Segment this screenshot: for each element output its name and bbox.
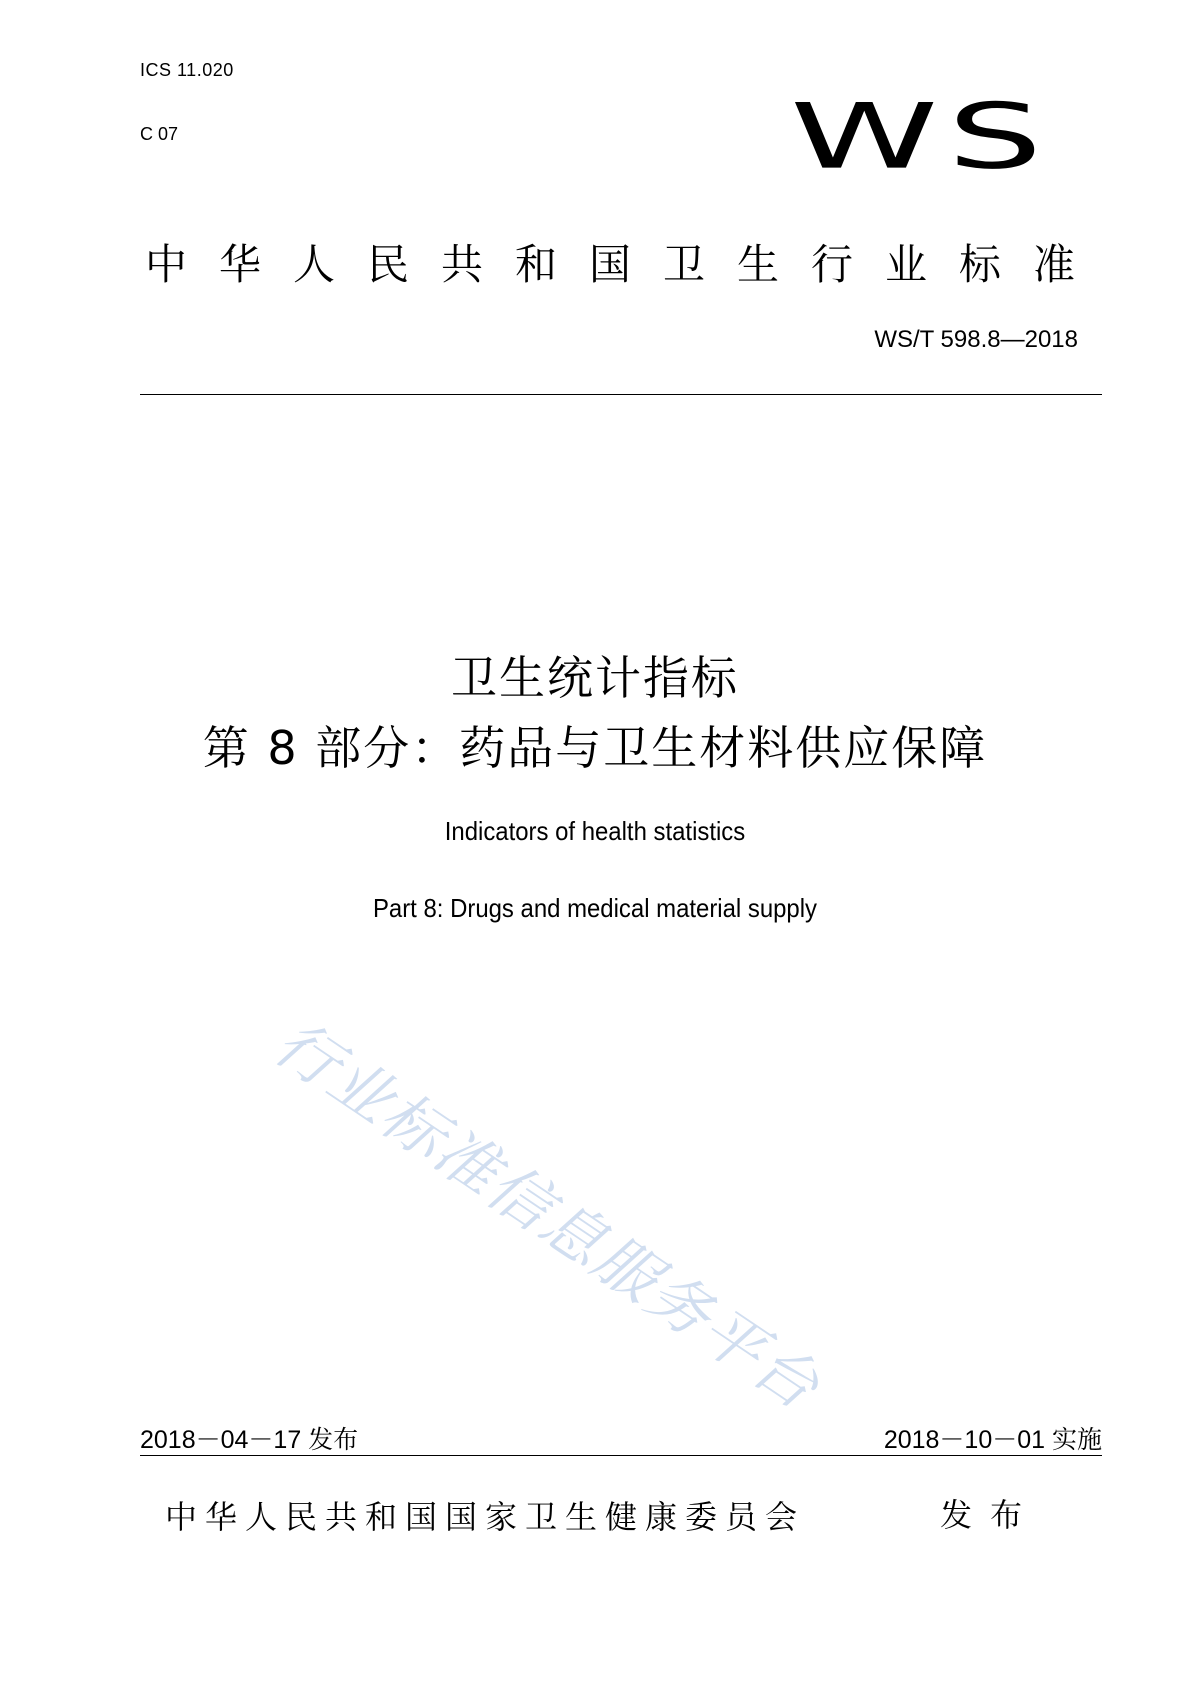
ccs-code: C 07 <box>140 124 179 144</box>
title-en-line2: Part 8: Drugs and medical material supply <box>372 893 818 923</box>
watermark: 行业标准信息服务平台 <box>261 1005 834 1425</box>
issue-word: 发布 <box>940 1496 1041 1534</box>
bottom-divider <box>140 1455 1102 1456</box>
implement-date: 2018－10－01 实施 <box>883 1426 1102 1454</box>
ics-code: ICS 11.020 <box>140 60 234 80</box>
org-title: 中华人民共和国卫生行业标准 <box>145 240 1108 289</box>
publish-date: 2018－04－17 发布 <box>140 1426 359 1454</box>
standard-number: WS/T 598.8—2018 <box>874 326 1078 353</box>
ws-logo: WS <box>790 83 1052 190</box>
top-divider <box>140 394 1102 395</box>
issuer: 中华人民共和国国家卫生健康委员会 <box>165 1498 806 1536</box>
title-cn-line1: 卫生统计指标 <box>451 651 739 705</box>
title-en-line1: Indicators of health statistics <box>444 816 746 846</box>
title-cn-line2: 第 8 部分：药品与卫生材料供应保障 <box>202 721 988 775</box>
